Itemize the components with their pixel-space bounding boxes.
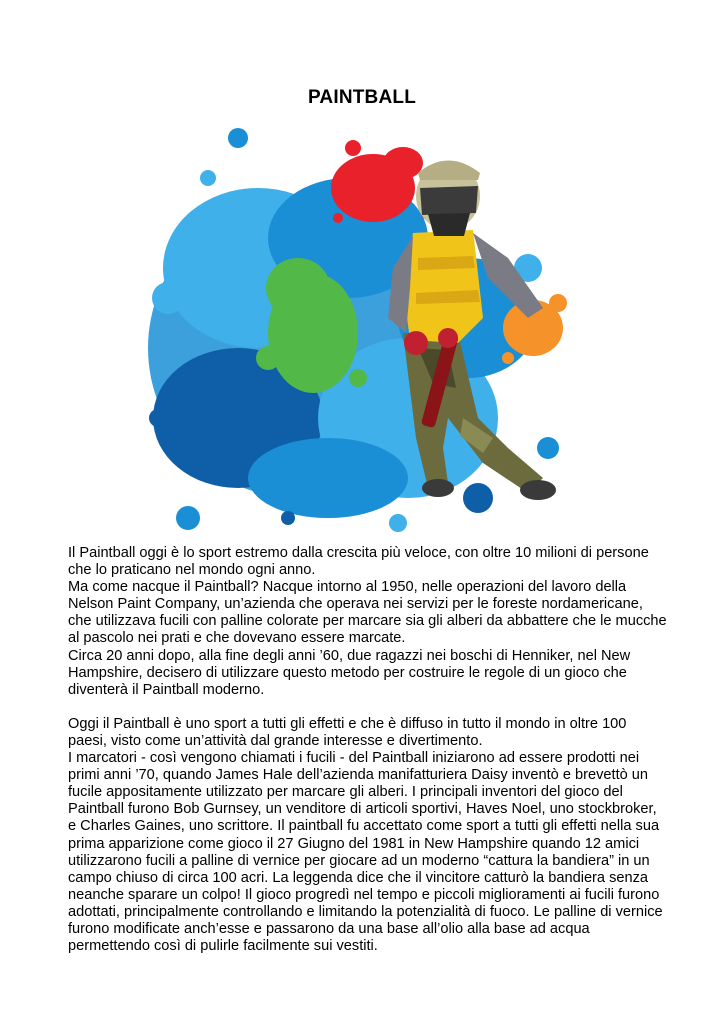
paragraph-spacer	[68, 699, 668, 716]
paintball-player-illustration	[148, 118, 578, 538]
page-title: PAINTBALL	[307, 87, 417, 108]
paragraph-today: Oggi il Paintball è uno sport a tutti gli effetti e che è diffuso in tutto il mondo in oltre 100 paesi, visto come un’attività dal grande interesse e divertimento.	[68, 715, 627, 749]
paragraph-henniker: Circa 20 anni dopo, alla fine degli anni ’60, due ragazzi nei boschi di Henniker, nel New Hampshire, decisero di utilizzare questo metodo per costruire le regole di un gioco che diventerà il Paintball moderno.	[68, 647, 631, 698]
paragraph-intro: Il Paintball oggi è lo sport estremo dalla crescita più veloce, con oltre 10 milioni di persone che lo praticano nel mondo ogni anno.	[68, 545, 649, 579]
paragraph-markers: I marcatori - così vengono chiamati i fucili - del Paintball iniziarono ad essere prodotti nei primi anni ’70, quando James Hale dell’azienda manifatturiera Daisy inventò e brevettò un fucile appositamente utilizzato per marcare gli alberi. I principali inventori del gioco del Paintball furono Bob Gurnsey, un venditore di articoli sportivi, Haves Noel, uno stockbroker, e Charles Gaines, uno scrittore. Il paintball fu accettato come sport a tutti gli effetti nella sua prima apparizione come gioco il 27 Giugno del 1981 in New Hampshire quando 12 amici utilizzarono fucili a palline di vernice per giocare ad un moderno “cattura la bandiera” in un campo chiuso di circa 100 acri. La leggenda dice che il vincitore catturò la bandiera senza neanche sparare un colpo! Il gioco progredì nel tempo e piccoli miglioramenti ai fucili furono adottati, principalmente controllando e limitando la potenzialità di fuoco. Le palline di vernice furono modificate anch’esse e passarono da una base all’olio alla base ad acqua permettendo così di pulirle facilmente sui vestiti.	[68, 750, 663, 955]
paragraph-origin: Ma come nacque il Paintball? Nacque intorno al 1950, nelle operazioni del lavoro della Nelson Paint Company, un’azienda che operava nei servizi per le foreste nordamericane, che utilizzava fucili con palline colorate per marcare sia gli alberi da abbattere che le mucche al pascolo nei prati e che dovevano essere marcate.	[68, 579, 667, 647]
article-body	[68, 545, 668, 955]
